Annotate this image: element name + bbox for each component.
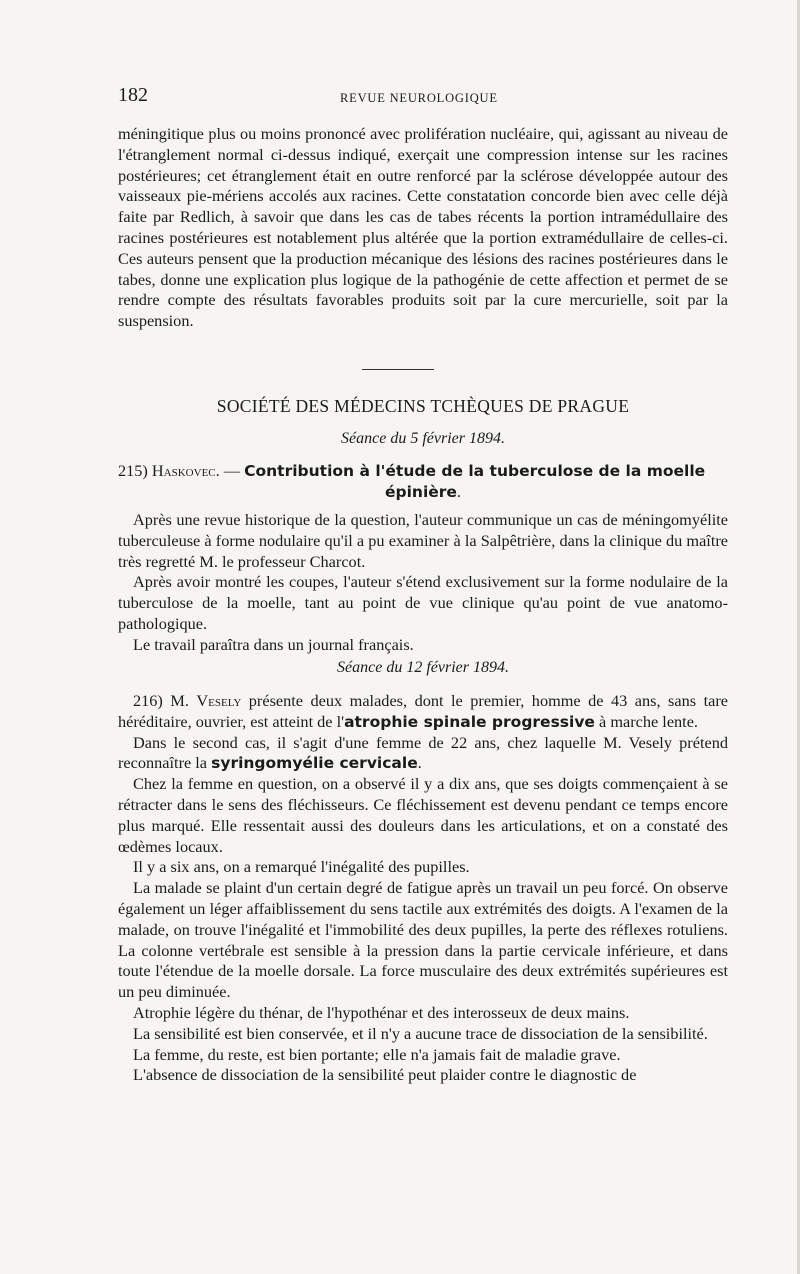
article-paragraph: La femme, du reste, est bien portante; elle n'a jamais fait de maladie grave. xyxy=(133,1044,621,1064)
article-paragraph: L'absence de dissociation de la sensibilité peut plaider contre le diagnostic de xyxy=(133,1065,637,1085)
article-title-line2: épinière xyxy=(384,482,457,501)
diagnosis-1: atrophie spinale progressive xyxy=(344,712,595,731)
article-number: 215) xyxy=(118,461,148,480)
intro-text-end: à marche lente. xyxy=(594,711,699,731)
article-paragraph: Atrophie légère du thénar, de l'hypothénar et des interosseux de deux mains. xyxy=(133,1002,630,1022)
article-paragraph xyxy=(118,733,728,775)
article-paragraph: Après une revue historique de la question, l'auteur communique un cas de méningomyélite tuberculeuse à forme nodulaire qu'il a pu examiner à la Salpêtrière, dans la clinique du maître très regretté M. le professeur Charcot. xyxy=(118,510,728,571)
p2-end: . xyxy=(417,753,422,773)
diagnosis-2: syringomyélie cervicale xyxy=(211,754,418,773)
top-paragraph-block xyxy=(118,124,728,332)
session-date-1: Séance du 5 février 1894. xyxy=(341,430,505,447)
p2-text: Dans le second cas, il s'agit d'une femme de 22 ans, chez laquelle M. Vesely prétend reconnaître la xyxy=(118,732,728,773)
article-216-intro xyxy=(118,691,728,733)
article-paragraph: Il y a six ans, on a remarqué l'inégalité des pupilles. xyxy=(133,857,470,877)
society-title: SOCIÉTÉ DES MÉDECINS TCHÈQUES DE PRAGUE xyxy=(216,396,630,416)
session-date-2: Séance du 12 février 1894. xyxy=(337,659,509,676)
top-paragraph: méningitique plus ou moins prononcé avec prolifération nucléaire, qui, agissant au niveau de l'étranglement normal ci-dessus indiqué, exerçait une compression intense sur les racines postérieures; cet étranglement était en outre renforcé par la sclérose développée autour des vaisseaux pie-mériens accolés aux racines. Cette constatation concorde bien avec celle déjà faite par Redlich, à savoir que dans les cas de tabes récents la portion intramédullaire des racines postérieures est notablement plus altérée que la portion extramédullaire de celles-ci. Ces auteurs pensent que la production mécanique des lésions des racines postérieures dans le tabes, donne une explication plus logique de la pathogénie de cette affection et permet de se rendre compte des résultats favorables produits soit par la cure mercurielle, soit par la suspension. xyxy=(118,124,728,331)
article-paragraph: Chez la femme en question, on a observé il y a dix ans, que ses doigts commençaient à se rétracter dans le sens des fléchisseurs. Ce fléchissement est devenu pendant ce temps encore plus marqué. Elle ressentait aussi des douleurs dans les articulations, et on a constaté des œdèmes locaux. xyxy=(118,774,728,856)
article-215-body xyxy=(118,510,728,656)
article-216-body xyxy=(118,691,728,1086)
article-author: Vesely xyxy=(196,691,242,710)
page-number: 182 xyxy=(118,84,148,106)
article-paragraph: Après avoir montré les coupes, l'auteur s'étend exclusivement sur la forme nodulaire de la tuberculose de la moelle, tant au point de vue clinique qu'au point de vue anatomo-pathologique. xyxy=(118,572,728,633)
section-divider xyxy=(362,369,434,370)
article-dash: — xyxy=(219,461,245,480)
article-paragraph: Le travail paraîtra dans un journal français. xyxy=(133,634,414,654)
intro-text: présente deux malades, dont le premier, homme de 43 ans, sans tare héréditaire, ouvrier, est atteint de l' xyxy=(118,691,728,731)
article-number: 216) M. xyxy=(133,691,189,710)
article-215-heading: 215) Haskovec. — Contribution à l'étude de la tuberculose de la moelle épinière. xyxy=(118,461,706,501)
article-paragraph: La malade se plaint d'un certain degré de fatigue après un travail un peu forcé. On observe également un léger affaiblissement du sens tactile aux extrémités des doigts. A l'examen de la malade, on trouve l'inégalité et l'immobilité des deux pupilles, la perte des réflexes rotuliens. La colonne vertébrale est sensible à la pression dans la partie cervicale inférieure, et dans toute l'étendue de la moelle dorsale. La force musculaire des deux extrémités supérieures est un peu diminuée. xyxy=(118,878,728,1002)
page-header xyxy=(118,84,728,108)
article-author: Haskovec. xyxy=(151,461,220,480)
running-head: REVUE NEUROLOGIQUE xyxy=(340,91,498,105)
article-paragraph: La sensibilité est bien conservée, et il n'y a aucune trace de dissociation de la sensibilité. xyxy=(133,1023,708,1043)
article-title-line1: Contribution à l'étude de la tuberculose de la moelle xyxy=(244,462,706,480)
